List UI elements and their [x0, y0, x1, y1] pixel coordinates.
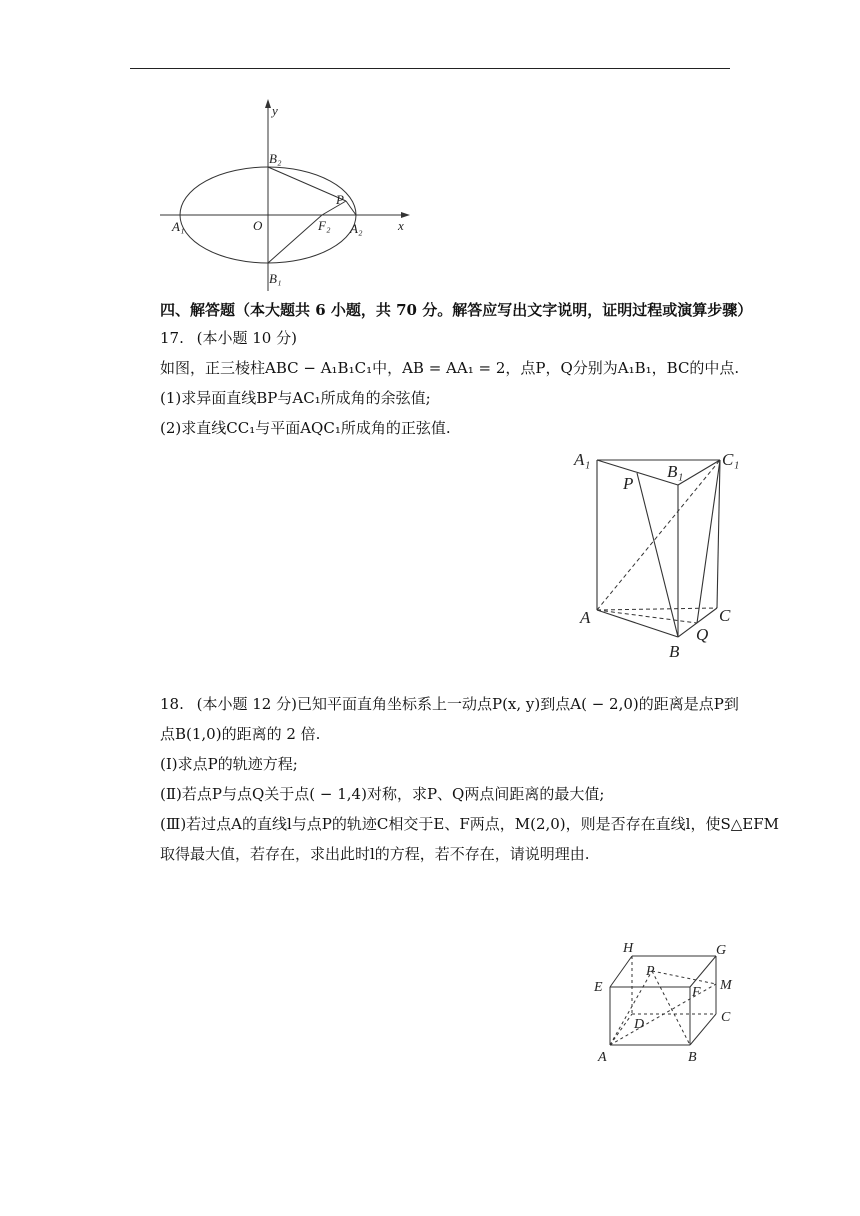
q17-stem: 如图，正三棱柱ABC − A₁B₁C₁中，AB = AA₁ = 2，点P，Q分别为A₁B₁，BC的中点. — [160, 359, 740, 377]
cube-figure — [590, 938, 740, 1066]
header-rule — [130, 68, 730, 69]
label-c: C — [721, 1010, 731, 1025]
label-f2: F₂ — [318, 218, 331, 233]
label-a1: A₁ — [172, 219, 185, 234]
segment-p-m — [652, 971, 716, 984]
q17-part1: (1)求异面直线BP与AC₁所成角的余弦值; — [160, 389, 431, 407]
ellipse-figure — [150, 95, 420, 295]
edge-a1-b1 — [597, 460, 678, 485]
q18-line1 — [160, 694, 739, 714]
q18-stem-line2: 点B(1,0)的距离的 2 倍. — [160, 725, 321, 743]
q18-part1: (Ⅰ)求点P的轨迹方程; — [160, 755, 298, 773]
label-m: M — [720, 978, 732, 993]
q18-score: (本小题 12 分) — [196, 695, 297, 713]
edge-f-g — [690, 956, 716, 987]
label-d: D — [634, 1017, 645, 1032]
segment-b-p — [637, 473, 678, 637]
edge-a-b — [597, 610, 678, 637]
q18-number: 18. — [160, 695, 184, 713]
label-o: O — [253, 218, 263, 233]
label-b2: B₂ — [269, 151, 282, 166]
segment-a-q — [597, 610, 697, 623]
label-c1: C₁ — [722, 450, 740, 469]
q18-stem-line1: 已知平面直角坐标系上一动点P(x, y)到点A( − 2,0)的距离是点P到 — [296, 695, 739, 713]
label-p: P — [646, 964, 655, 979]
section-header: 四、解答题（本大题共 6 小题，共 70 分。解答应写出文字说明，证明过程或演算步骤） — [160, 301, 753, 319]
q17-number: 17. — [160, 329, 184, 347]
label-h: H — [623, 941, 634, 956]
label-b: B — [669, 642, 680, 661]
label-p: P — [336, 192, 344, 207]
q18-part3-line2: 取得最大值，若存在，求出此时l的方程，若不存在，请说明理由. — [160, 845, 590, 863]
label-b: B — [688, 1050, 697, 1065]
label-q: Q — [696, 625, 709, 644]
q17-part2: (2)求直线CC₁与平面AQC₁所成角的正弦值. — [160, 419, 451, 437]
label-e: E — [594, 980, 603, 995]
edge-a-d — [610, 1014, 632, 1045]
label-f: F — [692, 985, 701, 1000]
label-a1: A₁ — [574, 450, 591, 469]
label-x: x — [398, 218, 404, 233]
q18-part3-line1: (Ⅲ)若过点A的直线l与点P的轨迹C相交于E、F两点，M(2,0)，则是否存在直线l，使S△EFM — [160, 815, 779, 833]
label-y: y — [272, 103, 278, 118]
q17-header — [160, 328, 297, 348]
y-axis-arrow — [265, 99, 271, 108]
edge-c-b — [690, 1014, 716, 1045]
label-a: A — [598, 1050, 607, 1065]
segment-p-a2 — [346, 201, 356, 215]
prism-figure — [568, 445, 748, 663]
edge-b1-c1 — [678, 460, 720, 485]
segment-p-b — [652, 971, 690, 1045]
label-p: P — [623, 474, 634, 493]
label-b1: B₁ — [667, 462, 684, 481]
label-g: G — [716, 943, 727, 958]
label-b1: B₁ — [269, 271, 282, 286]
edge-c-c1 — [717, 460, 720, 608]
q18-part2: (Ⅱ)若点P与点Q关于点( − 1,4)对称，求P、Q两点间距离的最大值; — [160, 785, 605, 803]
label-a: A — [580, 608, 591, 627]
q17-score: (本小题 10 分) — [196, 329, 297, 347]
edge-e-h — [610, 956, 632, 987]
label-a2: A₂ — [350, 221, 363, 236]
label-c: C — [719, 606, 731, 625]
segment-a-p — [610, 971, 652, 1045]
